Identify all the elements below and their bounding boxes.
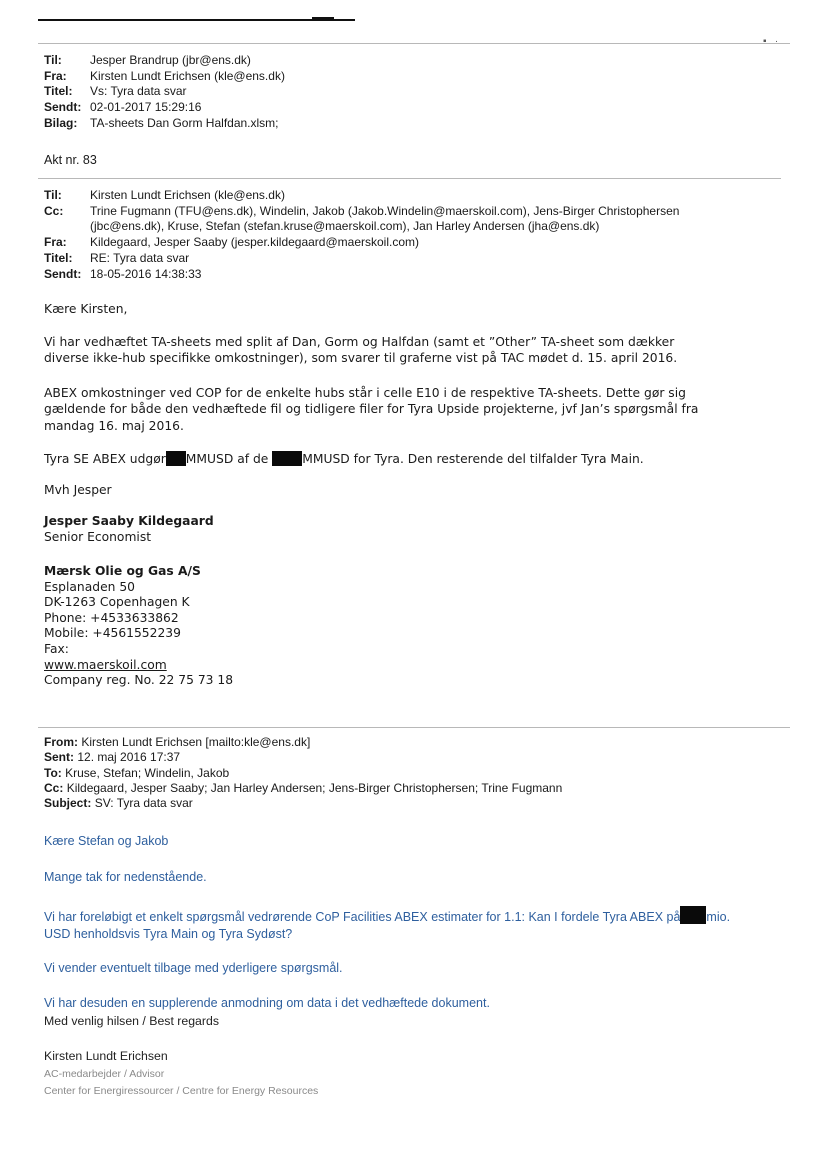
scan-mark: ▪ · — [763, 36, 779, 47]
mail-greeting: Kære Kirsten, — [44, 302, 128, 316]
mail2-regards: Med venlig hilsen / Best regards — [44, 1014, 219, 1028]
mail-closing: Mvh Jesper — [44, 483, 112, 497]
header-label: Sendt: — [44, 100, 82, 115]
header-label: From: — [44, 735, 78, 749]
signature-person — [44, 514, 214, 545]
text-line: gældende for både den vedhæftede fil og tidligere filer for Tyra Upside projekterne, jvf Jan’s spørgsmål fra — [44, 402, 699, 417]
header-value-continued: (jbc@ens.dk), Kruse, Stefan (stefan.kruse@maerskoil.com), Jan Harley Andersen (jha@ens.dk) — [90, 219, 600, 234]
company-name: Mærsk Olie og Gas A/S — [44, 564, 201, 578]
fax-number: Fax: — [44, 641, 69, 656]
header-value: Kildegaard, Jesper Saaby (jesper.kildegaard@maerskoil.com) — [90, 235, 420, 250]
header-value: Kirsten Lundt Erichsen [mailto:kle@ens.dk] — [81, 735, 311, 749]
signature-name: Jesper Saaby Kildegaard — [44, 514, 214, 528]
header-value: Kirsten Lundt Erichsen (kle@ens.dk) — [90, 188, 285, 202]
mail-paragraph-2 — [44, 385, 698, 434]
separator-rule — [38, 43, 790, 44]
attachment-name[interactable]: TA-sheets Dan Gorm Halfdan.xlsm; — [90, 115, 279, 130]
mail2-sender-dept: Center for Energiressourcer / Centre for Energy Resources — [44, 1085, 319, 1097]
mail2-question — [44, 906, 730, 943]
header-label: Fra: — [44, 235, 67, 250]
header-label: To: — [44, 765, 62, 780]
header-label: Sent: — [44, 750, 74, 765]
top-rule — [38, 19, 355, 21]
top-rule-tick — [312, 17, 334, 20]
redaction-box — [272, 451, 302, 466]
header-block-1 — [44, 53, 285, 132]
header-label: Fra: — [44, 68, 67, 83]
header-value: Kildegaard, Jesper Saaby; Jan Harley Andersen; Jens-Birger Christophersen; Trine Fugmann — [66, 780, 563, 795]
text-fragment: Tyra SE ABEX udgør — [44, 452, 166, 466]
text-fragment: Vi har foreløbigt et enkelt spørgsmål vedrørende CoP Facilities ABEX estimater for 1.1: Kan I fordele Tyra ABEX på — [44, 910, 681, 924]
signature-company — [44, 564, 233, 689]
address-line: Esplanaden 50 — [44, 579, 135, 594]
text-fragment: mio. — [706, 910, 731, 924]
separator-rule — [38, 727, 790, 728]
header-label: Til: — [44, 188, 62, 202]
header-label: Bilag: — [44, 115, 78, 130]
header-value: 02-01-2017 15:29:16 — [90, 100, 202, 115]
text-line: diverse ikke-hub specifikke omkostninger), som svarer til graferne vist på TAC mødet d. 15. april 2016. — [44, 351, 678, 366]
text-line: Vi har vedhæftet TA-sheets med split af Dan, Gorm og Halfdan (samt et ”Other” TA-sheet som dækker — [44, 335, 675, 349]
header-value: RE: Tyra data svar — [90, 250, 190, 265]
header-label: Sendt: — [44, 266, 82, 281]
header-value: SV: Tyra data svar — [94, 796, 193, 811]
mail2-request: Vi har desuden en supplerende anmodning om data i det vedhæftede dokument. — [44, 996, 490, 1010]
mail2-greeting: Kære Stefan og Jakob — [44, 834, 169, 848]
mail2-sender-role: AC-medarbejder / Advisor — [44, 1068, 165, 1080]
mail2-thanks: Mange tak for nedenstående. — [44, 870, 207, 884]
header-value: Kruse, Stefan; Windelin, Jakob — [65, 765, 230, 780]
mail-paragraph-3 — [44, 451, 644, 466]
mail-paragraph-1 — [44, 334, 677, 367]
mobile-number: Mobile: +4561552239 — [44, 626, 181, 641]
redaction-box — [166, 451, 186, 466]
redaction-box — [680, 906, 706, 924]
header-value: 18-05-2016 14:38:33 — [90, 266, 202, 281]
separator-rule — [38, 178, 781, 179]
text-fragment: MMUSD af de — [185, 452, 269, 466]
text-line: USD henholdsvis Tyra Main og Tyra Sydøst? — [44, 927, 293, 941]
website-link[interactable]: www.maerskoil.com — [44, 657, 167, 672]
mail2-sender-name: Kirsten Lundt Erichsen — [44, 1049, 168, 1063]
company-registration: Company reg. No. 22 75 73 18 — [44, 673, 234, 688]
signature-title: Senior Economist — [44, 529, 152, 544]
header-label: Titel: — [44, 84, 73, 99]
header-label: Til: — [44, 53, 62, 67]
phone-number: Phone: +4533633862 — [44, 610, 179, 625]
header-label: Subject: — [44, 796, 92, 811]
text-fragment: MMUSD for Tyra. Den resterende del tilfalder Tyra Main. — [302, 452, 644, 466]
header-value: 12. maj 2016 17:37 — [77, 750, 181, 765]
header-label: Titel: — [44, 250, 73, 265]
header-label: Cc: — [44, 203, 64, 218]
header-value: Trine Fugmann (TFU@ens.dk), Windelin, Jakob (Jakob.Windelin@maerskoil.com), Jens-Birger Christophersen — [90, 203, 680, 218]
header-value: Vs: Tyra data svar — [90, 84, 187, 99]
header-block-2 — [44, 188, 679, 282]
forwarded-header — [44, 735, 562, 811]
text-line: ABEX omkostninger ved COP for de enkelte hubs står i celle E10 i de respektive TA-sheets. Dette gør sig — [44, 386, 686, 400]
address-line: DK-1263 Copenhagen K — [44, 595, 190, 610]
text-line: mandag 16. maj 2016. — [44, 418, 184, 433]
header-value: Jesper Brandrup (jbr@ens.dk) — [90, 53, 251, 67]
header-label: Cc: — [44, 780, 64, 795]
header-value: Kirsten Lundt Erichsen (kle@ens.dk) — [90, 68, 285, 83]
akt-number: Akt nr. 83 — [44, 153, 97, 167]
mail2-followup: Vi vender eventuelt tilbage med yderligere spørgsmål. — [44, 961, 343, 975]
